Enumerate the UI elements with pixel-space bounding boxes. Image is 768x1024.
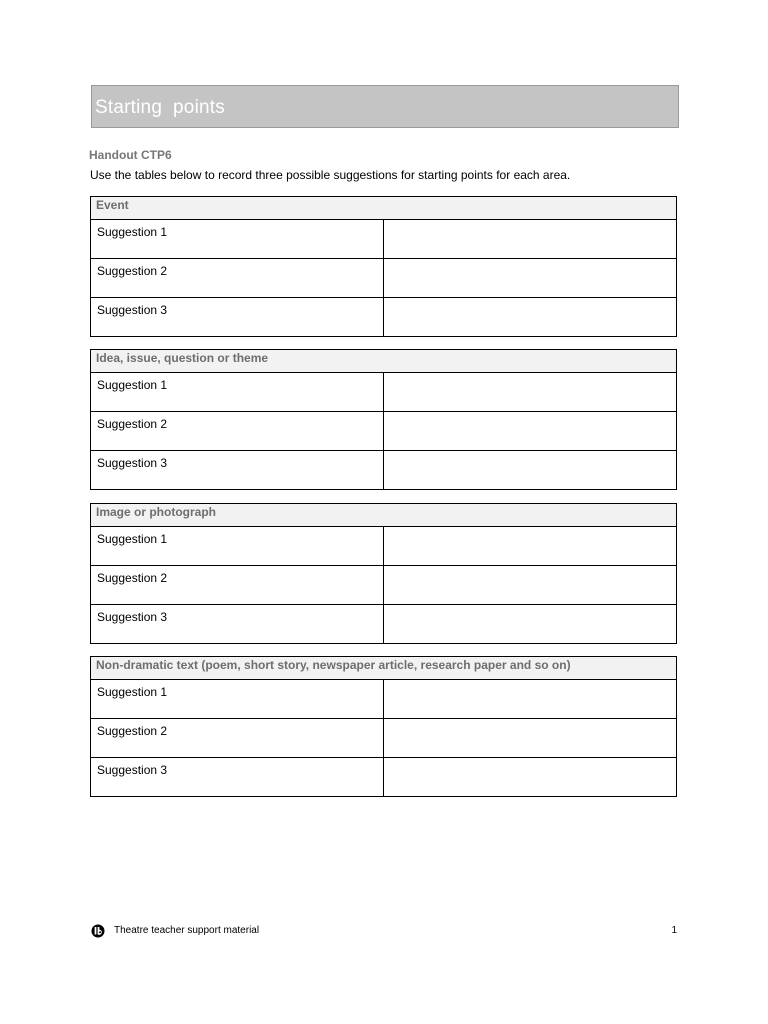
table-heading: Event [91, 197, 677, 220]
suggestion-label: Suggestion 2 [91, 259, 384, 298]
table-non-dramatic-text [90, 656, 677, 797]
table-row [91, 680, 677, 719]
suggestion-label: Suggestion 3 [91, 758, 384, 797]
table-heading: Image or photograph [91, 504, 677, 527]
page-number: 1 [671, 925, 677, 936]
suggestion-cell[interactable] [384, 451, 677, 490]
suggestion-cell[interactable] [384, 566, 677, 605]
suggestion-cell[interactable] [384, 220, 677, 259]
table-row [91, 298, 677, 337]
table-row [91, 605, 677, 644]
suggestion-cell[interactable] [384, 298, 677, 337]
suggestion-label: Suggestion 1 [91, 220, 384, 259]
footer [91, 924, 677, 940]
footer-text: Theatre teacher support material [114, 925, 260, 936]
table-row [91, 566, 677, 605]
table-idea [90, 349, 677, 490]
table-row [91, 373, 677, 412]
table-heading: Non-dramatic text (poem, short story, newspaper article, research paper and so on) [91, 657, 677, 680]
table-image [90, 503, 677, 644]
table-row [91, 220, 677, 259]
handout-code: Handout CTP6 [89, 148, 172, 162]
table-row [91, 259, 677, 298]
suggestion-label: Suggestion 2 [91, 412, 384, 451]
title-bar [91, 85, 679, 128]
table-row [91, 758, 677, 797]
suggestion-cell[interactable] [384, 758, 677, 797]
suggestion-cell[interactable] [384, 680, 677, 719]
page-title: Starting points [95, 97, 225, 118]
suggestion-label: Suggestion 2 [91, 566, 384, 605]
suggestion-label: Suggestion 2 [91, 719, 384, 758]
table-heading: Idea, issue, question or theme [91, 350, 677, 373]
suggestion-label: Suggestion 1 [91, 527, 384, 566]
suggestion-cell[interactable] [384, 373, 677, 412]
suggestion-cell[interactable] [384, 719, 677, 758]
suggestion-label: Suggestion 1 [91, 373, 384, 412]
suggestion-cell[interactable] [384, 259, 677, 298]
table-row [91, 451, 677, 490]
suggestion-label: Suggestion 3 [91, 605, 384, 644]
table-event [90, 196, 677, 337]
suggestion-label: Suggestion 3 [91, 451, 384, 490]
ib-logo-icon [91, 924, 105, 938]
suggestion-cell[interactable] [384, 527, 677, 566]
table-row [91, 412, 677, 451]
suggestion-label: Suggestion 1 [91, 680, 384, 719]
table-row [91, 527, 677, 566]
table-row [91, 719, 677, 758]
instructions-text: Use the tables below to record three possible suggestions for starting points for each area. [90, 168, 571, 182]
suggestion-cell[interactable] [384, 605, 677, 644]
suggestion-cell[interactable] [384, 412, 677, 451]
suggestion-label: Suggestion 3 [91, 298, 384, 337]
